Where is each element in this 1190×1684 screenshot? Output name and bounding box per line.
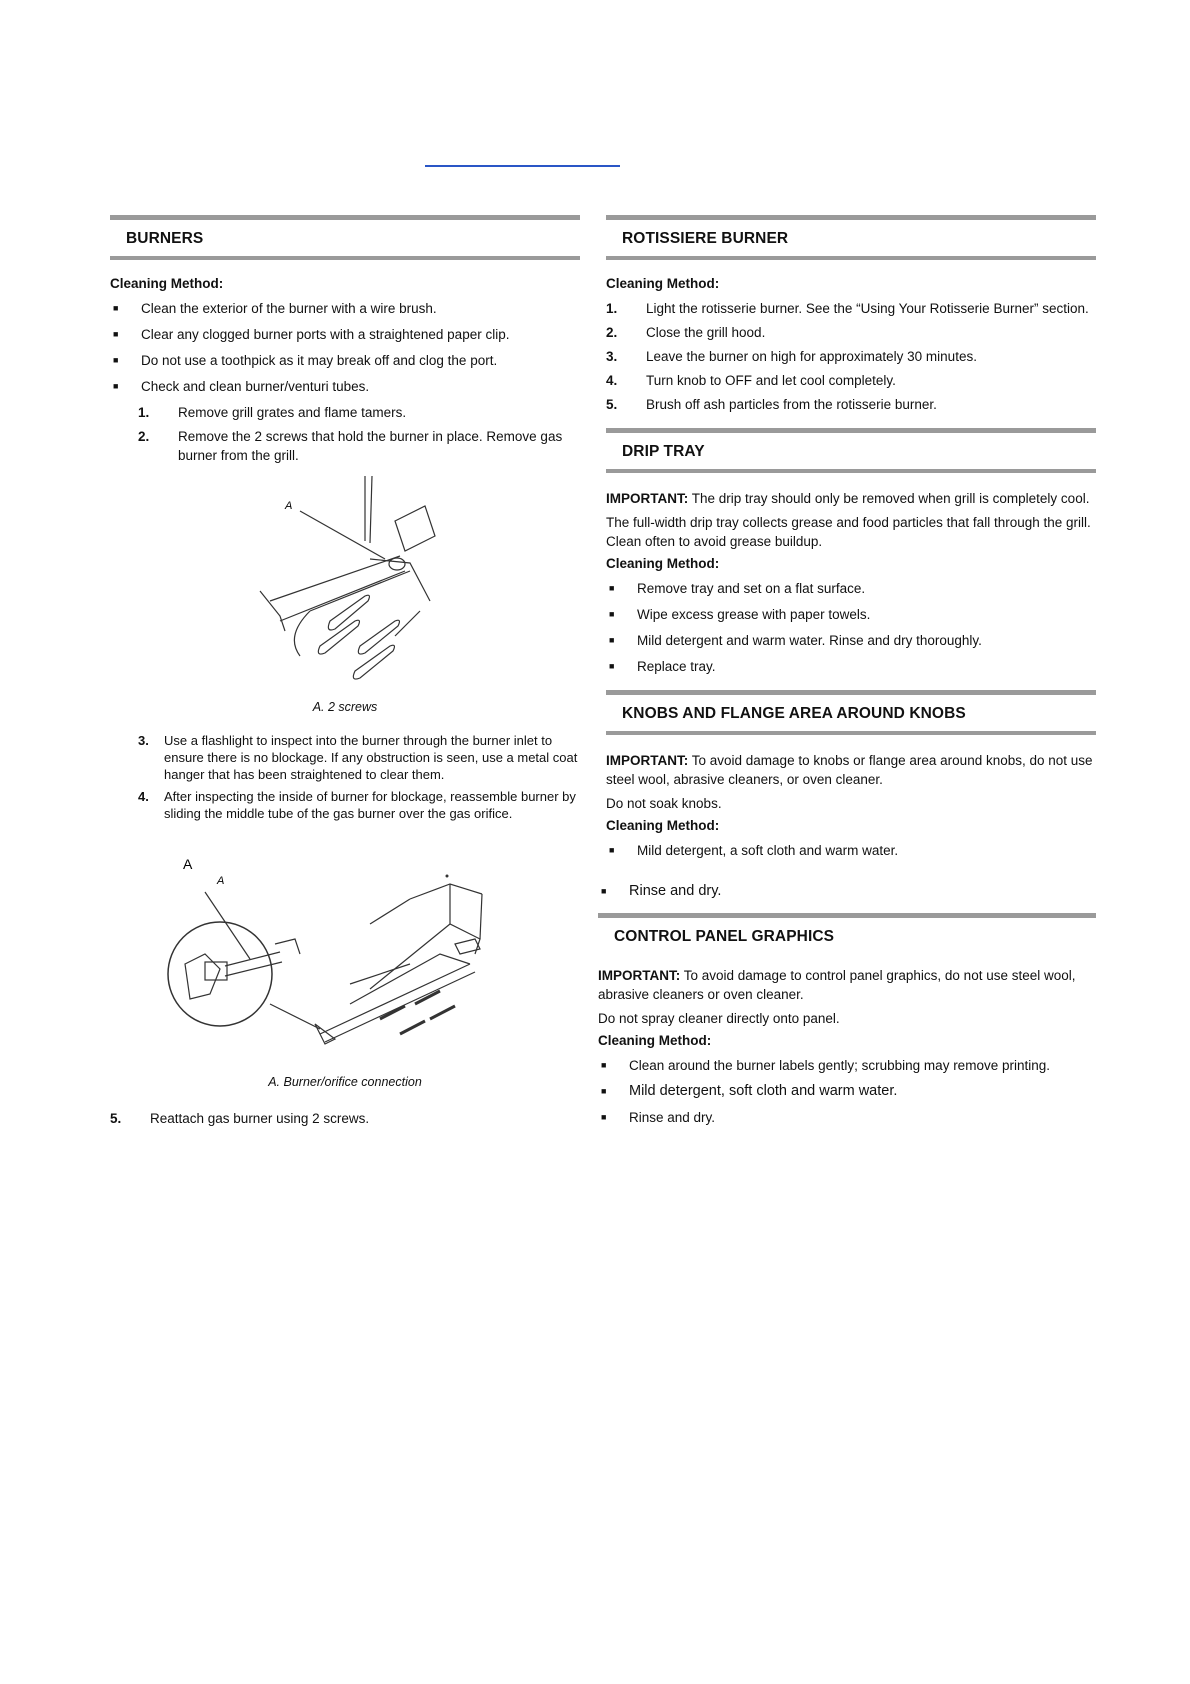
rotisserie-method-label: Cleaning Method: <box>606 276 720 291</box>
bullet-icon: ■ <box>609 609 615 619</box>
burners-method-label: Cleaning Method: <box>110 276 224 291</box>
step-item: 4. After inspecting the inside of burner for blockage, reassemble burner by sliding the middle tube of the gas burner over the gas orifice. <box>138 789 576 821</box>
figure1-label: A <box>285 500 293 512</box>
knobs-para: Do not soak knobs. <box>606 796 722 811</box>
burner-screws-illustration <box>110 471 580 696</box>
step-item: 2. Remove the 2 screws that hold the burner in place. Remove gas burner from the grill. <box>138 429 563 463</box>
bullet-icon: ■ <box>609 635 615 645</box>
list-item: ■ Mild detergent, a soft cloth and warm water. <box>606 841 1096 860</box>
drip-tray-section <box>606 428 1096 676</box>
section-divider-bottom <box>110 256 580 260</box>
control-panel-method-label: Cleaning Method: <box>598 1033 712 1048</box>
figure2-label-outer: A <box>183 856 193 872</box>
bullet-icon: ■ <box>609 845 615 855</box>
bullet-icon: ■ <box>601 1112 607 1122</box>
step-item: 1. Remove grill grates and flame tamers. <box>138 405 407 420</box>
bullet-icon: ■ <box>113 355 119 365</box>
figure2-caption: A. Burner/orifice connection <box>268 1075 422 1089</box>
control-panel-para: Do not spray cleaner directly onto panel. <box>598 1011 840 1026</box>
burner-orifice-figure <box>110 844 580 1069</box>
drip-tray-method-label: Cleaning Method: <box>606 556 720 571</box>
rotisserie-title: ROTISSIERE BURNER <box>622 230 789 247</box>
bullet-icon: ■ <box>601 1086 607 1096</box>
section-divider-bottom <box>606 469 1096 473</box>
left-column <box>110 215 580 1133</box>
list-item: ■ Replace tray. <box>606 657 1096 676</box>
knobs-title: KNOBS AND FLANGE AREA AROUND KNOBS <box>622 705 966 722</box>
bullet-icon: ■ <box>113 303 119 313</box>
knobs-important: IMPORTANT: To avoid damage to knobs or flange area around knobs, do not use steel wool, abrasive cleaners, or oven cleaner. <box>606 753 1093 787</box>
control-panel-important: IMPORTANT: To avoid damage to control panel graphics, do not use steel wool, abrasive cleaners or oven cleaner. <box>598 968 1076 1002</box>
bullet-icon: ■ <box>601 1060 607 1070</box>
drip-tray-important: IMPORTANT: The drip tray should only be removed when grill is completely cool. <box>606 491 1090 506</box>
list-item: ■ Remove tray and set on a flat surface. <box>606 579 1096 598</box>
step-item: 1. Light the rotisserie burner. See the “Using Your Rotisserie Burner” section. <box>606 301 1089 316</box>
top-link-underline[interactable] <box>425 165 620 167</box>
knobs-section <box>601 690 1096 901</box>
burners-title: BURNERS <box>126 230 204 247</box>
step-item: 5. Reattach gas burner using 2 screws. <box>110 1111 370 1126</box>
list-item: ■ Clean around the burner labels gently; scrubbing may remove printing. <box>598 1056 1096 1075</box>
list-item: ■ Mild detergent and warm water. Rinse and dry thoroughly. <box>606 631 1096 650</box>
list-item: ■ Clear any clogged burner ports with a straightened paper clip. <box>110 325 580 344</box>
step-item: 3. Leave the burner on high for approximately 30 minutes. <box>606 349 977 364</box>
list-item: ■ Clean the exterior of the burner with a wire brush. <box>110 299 580 318</box>
section-divider-bottom <box>606 731 1096 735</box>
drip-tray-title: DRIP TRAY <box>622 443 705 460</box>
bullet-icon: ■ <box>609 661 615 671</box>
step-item: 2. Close the grill hood. <box>606 325 766 340</box>
list-item: ■ Rinse and dry. <box>598 1108 1096 1127</box>
right-column <box>598 215 1096 1134</box>
step-item: 4. Turn knob to OFF and let cool completely. <box>606 373 896 388</box>
control-panel-section <box>598 913 1096 1127</box>
section-divider-bottom <box>606 256 1096 260</box>
bullet-icon: ■ <box>609 583 615 593</box>
control-panel-title: CONTROL PANEL GRAPHICS <box>614 928 835 945</box>
figure2-label-inner: A <box>217 875 225 887</box>
burner-screws-figure <box>110 471 580 696</box>
figure1-caption: A. 2 screws <box>312 700 378 714</box>
bullet-icon: ■ <box>113 329 119 339</box>
list-item: ■ Check and clean burner/venturi tubes. <box>110 377 580 396</box>
rotisserie-section <box>606 215 1096 414</box>
burner-orifice-illustration <box>110 844 580 1069</box>
bullet-icon: ■ <box>601 886 607 896</box>
list-item: ■ Rinse and dry. <box>598 882 1096 901</box>
step-item: 5. Brush off ash particles from the rotisserie burner. <box>606 397 937 412</box>
knobs-method-label: Cleaning Method: <box>606 818 720 833</box>
list-item: ■ Mild detergent, soft cloth and warm water. <box>598 1082 1096 1101</box>
bullet-icon: ■ <box>113 381 119 391</box>
step-item: 3. Use a flashlight to inspect into the burner through the burner inlet to ensure there is no blockage. If any obstruction is seen, use a metal coat hanger that has been straightened to clear them. <box>138 733 578 782</box>
list-item: ■ Wipe excess grease with paper towels. <box>606 605 1096 624</box>
list-item: ■ Do not use a toothpick as it may break off and clog the port. <box>110 351 580 370</box>
drip-tray-para: The full-width drip tray collects grease and food particles that fall through the grill. Clean often to avoid grease buildup. <box>606 515 1091 549</box>
